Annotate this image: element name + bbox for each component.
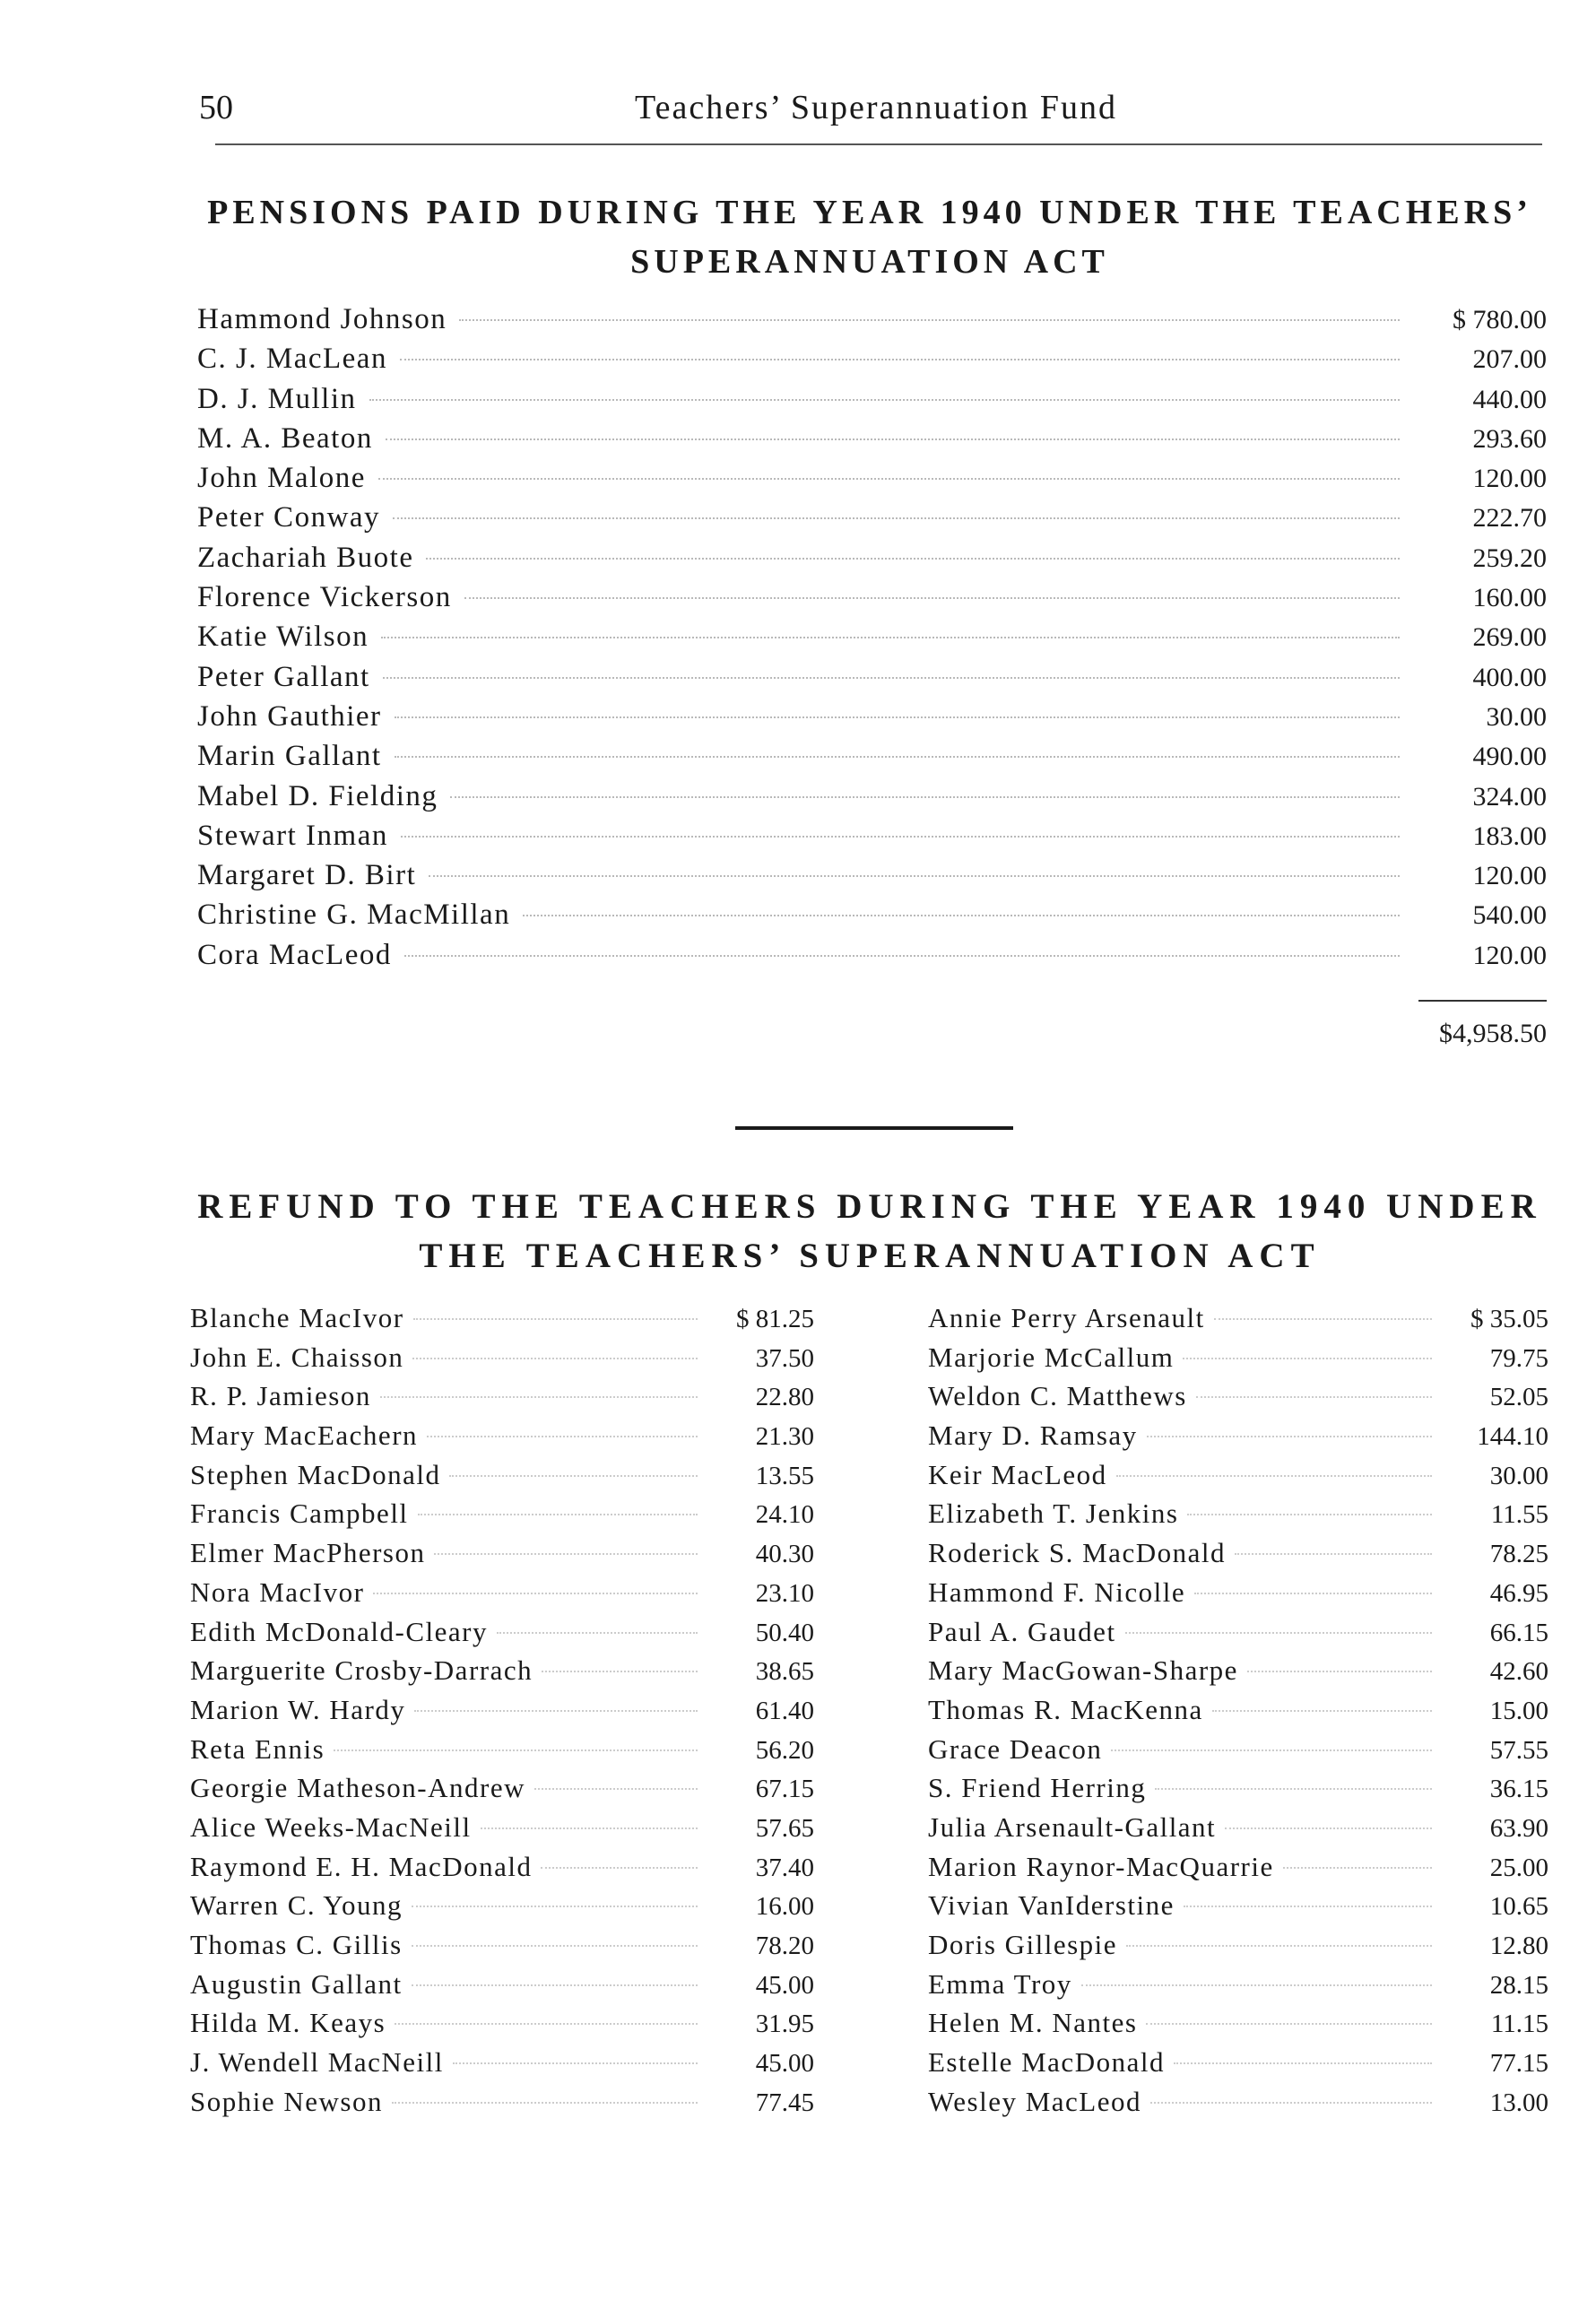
pensions-section-title: [179, 188, 1560, 287]
payment-amount: 23.10: [755, 1578, 814, 1608]
payee-name: Edith McDonald-Cleary: [190, 1615, 488, 1647]
dot-leader: [450, 796, 1400, 798]
refunds-right-column: [928, 1302, 1548, 2124]
payee-name: Thomas R. MacKenna: [928, 1693, 1203, 1725]
pension-row: [197, 740, 1547, 779]
refund-row: [928, 1302, 1548, 1341]
refund-row: [190, 1889, 814, 1929]
refund-row: [190, 1616, 814, 1655]
payee-name: Warren C. Young: [190, 1889, 403, 1922]
refund-row: [928, 1811, 1548, 1851]
pensions-total: $4,958.50: [1439, 1019, 1547, 1048]
dot-leader: [523, 915, 1400, 916]
dot-leader: [369, 399, 1400, 401]
dot-leader: [1111, 1749, 1432, 1751]
pension-row: [197, 859, 1547, 899]
payment-amount: 77.45: [755, 2088, 814, 2117]
payment-amount: 31.95: [755, 2010, 814, 2039]
payee-name: M. A. Beaton: [197, 421, 373, 455]
payment-amount: 45.00: [755, 2049, 814, 2079]
payment-amount: 28.15: [1489, 1970, 1548, 2000]
refund-row: [928, 1772, 1548, 1811]
payment-amount: 540.00: [1472, 900, 1547, 931]
payee-name: Marguerite Crosby-Darrach: [190, 1654, 533, 1687]
payee-name: Stewart Inman: [197, 819, 388, 852]
pension-row: [197, 422, 1547, 462]
payment-amount: 10.65: [1489, 1892, 1548, 1922]
pension-row: [197, 303, 1547, 343]
payee-name: Francis Campbell: [190, 1498, 409, 1530]
payment-amount: 30.00: [1486, 701, 1547, 732]
payment-amount: 24.10: [755, 1500, 814, 1530]
payment-amount: 120.00: [1472, 861, 1547, 891]
payee-name: Christine G. MacMillan: [197, 899, 511, 932]
dot-leader: [1247, 1671, 1432, 1672]
dot-leader: [380, 1396, 698, 1398]
dot-leader: [497, 1632, 698, 1634]
refund-row: [928, 1616, 1548, 1655]
payment-amount: 56.20: [755, 1735, 814, 1765]
payment-amount: 293.60: [1472, 423, 1547, 454]
dot-leader: [418, 1514, 698, 1515]
payee-name: Elizabeth T. Jenkins: [928, 1498, 1179, 1530]
payee-name: Weldon C. Matthews: [928, 1380, 1187, 1412]
payee-name: S. Friend Herring: [928, 1772, 1147, 1804]
dot-leader: [1126, 1945, 1432, 1947]
payment-amount: 45.00: [755, 1970, 814, 2000]
payee-name: Hammond F. Nicolle: [928, 1576, 1186, 1608]
dot-leader: [1196, 1396, 1432, 1398]
dot-leader: [412, 1358, 698, 1359]
dot-leader: [1174, 2062, 1432, 2064]
dot-leader: [378, 478, 1400, 480]
dot-leader: [413, 1318, 698, 1320]
refund-row: [928, 2007, 1548, 2046]
pensions-list: [197, 303, 1547, 978]
payment-amount: 490.00: [1472, 742, 1547, 772]
payee-name: Roderick S. MacDonald: [928, 1537, 1226, 1569]
refund-row: [190, 1733, 814, 1773]
payment-amount: 120.00: [1472, 464, 1547, 494]
payment-amount: 15.00: [1489, 1696, 1548, 1725]
dot-leader: [427, 1436, 698, 1437]
dot-leader: [1194, 1593, 1432, 1594]
payee-name: Annie Perry Arsenault: [928, 1302, 1205, 1333]
dot-leader: [412, 1945, 698, 1947]
payee-name: D. J. Mullin: [197, 382, 357, 415]
payee-name: Georgie Matheson-Andrew: [190, 1772, 525, 1804]
pension-row: [197, 621, 1547, 660]
dot-leader: [393, 517, 1400, 519]
dot-leader: [381, 637, 1400, 638]
refunds-left-column: [190, 1302, 814, 2124]
dot-leader: [541, 1867, 698, 1869]
dot-leader: [400, 359, 1400, 360]
payment-amount: 269.00: [1472, 622, 1547, 653]
refund-row: [190, 2007, 814, 2046]
refund-row: [928, 1733, 1548, 1773]
payment-amount: 440.00: [1472, 384, 1547, 414]
payment-amount: 40.30: [755, 1540, 814, 1569]
section-divider: [735, 1126, 1013, 1130]
dot-leader: [383, 677, 1400, 679]
pension-row: [197, 899, 1547, 938]
refund-row: [190, 1851, 814, 1890]
dot-leader: [429, 875, 1400, 877]
dot-leader: [395, 716, 1400, 718]
payee-name: Hammond Johnson: [197, 303, 447, 335]
payee-name: Blanche MacIvor: [190, 1302, 404, 1333]
payment-amount: 79.75: [1489, 1343, 1548, 1373]
dot-leader: [542, 1671, 698, 1672]
payment-amount: 30.00: [1489, 1461, 1548, 1490]
dot-leader: [395, 2023, 698, 2025]
refund-row: [928, 1498, 1548, 1537]
refund-row: [190, 1654, 814, 1694]
refund-row: [190, 1811, 814, 1851]
pension-row: [197, 462, 1547, 501]
payee-name: Katie Wilson: [197, 621, 369, 654]
payee-name: Wesley MacLeod: [928, 2085, 1141, 2117]
dot-leader: [1146, 2023, 1432, 2025]
payee-name: Sophie Newson: [190, 2085, 383, 2117]
payee-name: Helen M. Nantes: [928, 2007, 1138, 2039]
payment-amount: 160.00: [1472, 583, 1547, 613]
payment-amount: 66.15: [1489, 1618, 1548, 1647]
pensions-title-line-1: PENSIONS PAID DURING THE YEAR 1940 UNDER THE TEACHERS’: [207, 194, 1532, 231]
payment-amount: 120.00: [1472, 940, 1547, 970]
pension-row: [197, 542, 1547, 581]
dot-leader: [386, 438, 1400, 440]
refund-row: [928, 1929, 1548, 1968]
payee-name: Paul A. Gaudet: [928, 1615, 1116, 1647]
refund-row: [190, 1929, 814, 1968]
payee-name: Vivian VanIderstine: [928, 1889, 1175, 1922]
dot-leader: [1212, 1710, 1432, 1712]
payment-amount: 13.00: [1489, 2088, 1548, 2117]
pensions-title-line-2: SUPERANNUATION ACT: [630, 243, 1109, 281]
payment-amount: 78.20: [755, 1932, 814, 1960]
payment-amount: 77.15: [1489, 2049, 1548, 2079]
payment-amount: 63.90: [1489, 1813, 1548, 1843]
page-number: 50: [199, 89, 233, 126]
dot-leader: [401, 836, 1400, 838]
payee-name: Grace Deacon: [928, 1732, 1103, 1765]
refunds-title-line-1: REFUND TO THE TEACHERS DURING THE YEAR 1940 UNDER: [197, 1187, 1542, 1226]
refund-row: [928, 1341, 1548, 1381]
payment-amount: 50.40: [755, 1618, 814, 1647]
dot-leader: [1183, 1358, 1432, 1359]
refund-row: [928, 1419, 1548, 1459]
payment-amount: 36.15: [1489, 1775, 1548, 1804]
pension-row: [197, 939, 1547, 978]
dot-leader: [534, 1788, 698, 1790]
refund-row: [928, 1459, 1548, 1498]
refund-row: [190, 1537, 814, 1576]
payment-amount: 37.40: [755, 1853, 814, 1882]
payment-amount: 25.00: [1489, 1853, 1548, 1882]
dot-leader: [453, 2062, 698, 2064]
dot-leader: [1283, 1867, 1432, 1869]
payee-name: Cora MacLeod: [197, 938, 392, 971]
payment-amount: 12.80: [1489, 1932, 1548, 1960]
dot-leader: [414, 1710, 698, 1712]
dot-leader: [334, 1749, 698, 1751]
refund-row: [190, 1380, 814, 1419]
payee-name: Emma Troy: [928, 1967, 1072, 2000]
payment-amount: 400.00: [1472, 662, 1547, 692]
payee-name: John Gauthier: [197, 699, 382, 733]
payment-amount: 16.00: [755, 1892, 814, 1922]
payee-name: John E. Chaisson: [190, 1341, 404, 1373]
payee-name: Thomas C. Gillis: [190, 1929, 403, 1960]
header-rule: [215, 143, 1542, 145]
payee-name: Marion Raynor-MacQuarrie: [928, 1850, 1274, 1882]
payment-amount: $ 780.00: [1453, 305, 1547, 334]
refund-row: [928, 1889, 1548, 1929]
dot-leader: [1147, 1436, 1432, 1437]
payee-name: Nora MacIvor: [190, 1576, 365, 1608]
refund-row: [190, 1419, 814, 1459]
pension-row: [197, 501, 1547, 541]
dot-leader: [459, 319, 1400, 321]
payee-name: Keir MacLeod: [928, 1458, 1107, 1490]
refund-row: [190, 1968, 814, 2008]
payment-amount: 11.15: [1490, 2010, 1548, 2039]
payee-name: Mary MacEachern: [190, 1419, 419, 1452]
dot-leader: [434, 1553, 698, 1555]
dot-leader: [1184, 1906, 1432, 1907]
pension-row: [197, 700, 1547, 740]
refund-row: [190, 2046, 814, 2086]
pension-row: [197, 581, 1547, 621]
payment-amount: 42.60: [1489, 1657, 1548, 1687]
refund-row: [190, 1341, 814, 1381]
dot-leader: [395, 756, 1400, 758]
refunds-section-title: [179, 1182, 1560, 1281]
refund-row: [190, 1772, 814, 1811]
payment-amount: 78.25: [1489, 1540, 1548, 1569]
payee-name: Peter Conway: [197, 501, 381, 534]
dot-leader: [412, 1906, 698, 1907]
dot-leader: [1235, 1553, 1432, 1555]
payee-name: Mary D. Ramsay: [928, 1419, 1138, 1452]
payee-name: Mabel D. Fielding: [197, 779, 438, 812]
payment-amount: 37.50: [755, 1343, 814, 1373]
refund-row: [928, 2046, 1548, 2086]
payee-name: Alice Weeks-MacNeill: [190, 1810, 472, 1843]
refund-row: [928, 1380, 1548, 1419]
payee-name: Zachariah Buote: [197, 541, 414, 574]
payment-amount: $ 35.05: [1470, 1305, 1548, 1333]
payee-name: Mary MacGowan-Sharpe: [928, 1654, 1238, 1687]
refunds-title-line-2: THE TEACHERS’ SUPERANNUATION ACT: [419, 1237, 1321, 1275]
dot-leader: [1155, 1788, 1432, 1790]
payment-amount: 207.00: [1472, 344, 1547, 375]
payment-amount: 324.00: [1472, 781, 1547, 812]
payment-amount: 183.00: [1472, 820, 1547, 851]
dot-leader: [1187, 1514, 1432, 1515]
payee-name: John Malone: [197, 462, 366, 495]
payee-name: Julia Arsenault-Gallant: [928, 1810, 1217, 1843]
running-title: Teachers’ Superannuation Fund: [635, 89, 1117, 126]
dot-leader: [1116, 1475, 1432, 1477]
dot-leader: [1150, 2102, 1432, 2104]
payment-amount: 222.70: [1472, 503, 1547, 534]
dot-leader: [1081, 1984, 1432, 1986]
payment-amount: $ 81.25: [736, 1305, 814, 1333]
dot-leader: [481, 1827, 698, 1829]
payment-amount: 57.65: [755, 1813, 814, 1843]
total-rule: [1418, 1000, 1547, 1002]
payee-name: Marjorie McCallum: [928, 1341, 1175, 1373]
refund-row: [928, 1537, 1548, 1576]
payee-name: C. J. MacLean: [197, 343, 387, 376]
payee-name: Elmer MacPherson: [190, 1537, 426, 1569]
dot-leader: [1225, 1827, 1432, 1829]
payee-name: Doris Gillespie: [928, 1929, 1118, 1960]
payment-amount: 11.55: [1490, 1500, 1548, 1530]
payment-amount: 22.80: [755, 1383, 814, 1412]
pension-row: [197, 383, 1547, 422]
payee-name: Raymond E. H. MacDonald: [190, 1850, 533, 1882]
refund-row: [928, 2086, 1548, 2125]
payee-name: Florence Vickerson: [197, 581, 452, 614]
page-header: [199, 88, 1553, 133]
payee-name: Estelle MacDonald: [928, 2046, 1165, 2079]
payment-amount: 46.95: [1489, 1578, 1548, 1608]
payment-amount: 57.55: [1489, 1735, 1548, 1765]
dot-leader: [426, 558, 1400, 560]
refund-row: [190, 1459, 814, 1498]
payee-name: Marion W. Hardy: [190, 1693, 406, 1725]
payee-name: Hilda M. Keays: [190, 2007, 386, 2039]
refund-row: [928, 1694, 1548, 1733]
dot-leader: [1214, 1318, 1432, 1320]
payee-name: Margaret D. Birt: [197, 859, 417, 892]
payment-amount: 61.40: [755, 1696, 814, 1725]
payment-amount: 67.15: [755, 1775, 814, 1804]
dot-leader: [392, 2102, 698, 2104]
dot-leader: [1125, 1632, 1432, 1634]
pension-row: [197, 820, 1547, 859]
payment-amount: 259.20: [1472, 543, 1547, 573]
pension-row: [197, 661, 1547, 700]
dot-leader: [449, 1475, 698, 1477]
refund-row: [928, 1851, 1548, 1890]
payee-name: Peter Gallant: [197, 660, 370, 693]
payment-amount: 52.05: [1489, 1383, 1548, 1412]
refund-row: [190, 1694, 814, 1733]
refund-row: [190, 1498, 814, 1537]
refund-row: [928, 1968, 1548, 2008]
dot-leader: [373, 1593, 698, 1594]
payee-name: Stephen MacDonald: [190, 1458, 441, 1490]
payee-name: J. Wendell MacNeill: [190, 2046, 444, 2079]
payee-name: Reta Ennis: [190, 1732, 325, 1765]
payee-name: Marin Gallant: [197, 740, 382, 773]
pension-row: [197, 780, 1547, 820]
payment-amount: 144.10: [1477, 1422, 1548, 1452]
payment-amount: 38.65: [755, 1657, 814, 1687]
dot-leader: [412, 1984, 698, 1986]
dot-leader: [464, 597, 1400, 599]
dot-leader: [404, 955, 1400, 957]
payment-amount: 13.55: [755, 1461, 814, 1490]
refund-row: [928, 1654, 1548, 1694]
refund-row: [190, 1576, 814, 1616]
pension-row: [197, 343, 1547, 382]
refund-row: [190, 2086, 814, 2125]
payee-name: Augustin Gallant: [190, 1967, 403, 2000]
payee-name: R. P. Jamieson: [190, 1380, 371, 1412]
refund-row: [928, 1576, 1548, 1616]
refund-row: [190, 1302, 814, 1341]
payment-amount: 21.30: [755, 1422, 814, 1452]
